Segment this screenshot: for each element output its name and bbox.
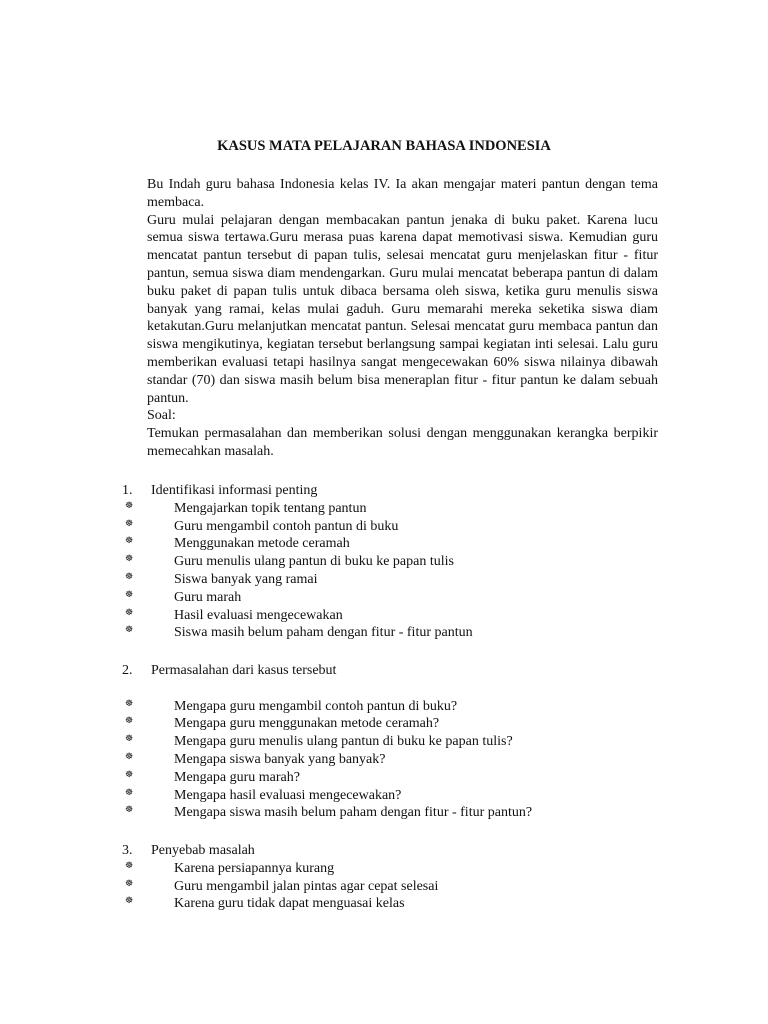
wheel-bullet-icon: ☸ (125, 697, 134, 708)
list-item (122, 878, 662, 896)
list-item-text: Mengajarkan topik tentang pantun (174, 500, 367, 516)
section-heading (122, 662, 662, 680)
wheel-bullet-icon: ☸ (125, 768, 134, 779)
list-item (122, 589, 662, 607)
section-permasalahan (122, 662, 662, 822)
section-identifikasi (122, 482, 662, 642)
list-item-text: Mengapa guru menggunakan metode ceramah? (174, 716, 440, 732)
list-item-text: Guru marah (174, 589, 242, 605)
wheel-bullet-icon: ☸ (125, 877, 134, 888)
list-item (122, 787, 662, 805)
wheel-bullet-icon: ☸ (125, 499, 134, 510)
list-item-text: Mengapa guru marah? (174, 769, 300, 785)
section-heading (122, 842, 662, 860)
paragraph-story: Guru mulai pelajaran dengan membacakan pantun jenaka di buku paket. Karena lucu semua siswa tertawa.Guru merasa puas karena dapat memotivasi siswa. Kemudian guru mencatat pantun tersebut di papan tulis, selesai mencatat guru menjelaskan fitur - fitur pantun, semua siswa diam mendengarkan. Guru mulai mencatat beberapa pantun di dalam buku paket di papan tulis untuk dibaca bersama oleh siswa, ketika guru menulis siswa banyak yang ramai, kelas mulai gaduh. Guru memarahi mereka seketika siswa diam ketakutan.Guru melanjutkan mencatat pantun. Selesai mencatat guru membaca pantun dan siswa mengikutinya, kegiatan tersebut berlangsung sampai kegiatan inti selesai. Lalu guru memberikan evaluasi tetapi hasilnya sangat mengecewakan 60% siswa nilainya dibawah standar (70) dan siswa masih belum bisa meneraplan fitur - fitur pantun ke dalam sebuah pantun. (147, 212, 658, 406)
bullet-list (122, 500, 662, 642)
wheel-bullet-icon: ☸ (125, 786, 134, 797)
bullet-list (122, 860, 662, 913)
list-item (122, 518, 662, 536)
paragraph-question-label: Soal: (147, 408, 176, 424)
list-item (122, 860, 662, 878)
section-title: Identifikasi informasi penting (151, 483, 318, 498)
list-item-text: Siswa masih belum paham dengan fitur - fitur pantun (174, 625, 473, 641)
wheel-bullet-icon: ☸ (125, 624, 134, 635)
wheel-bullet-icon: ☸ (125, 535, 134, 546)
document-title: KASUS MATA PELAJARAN BAHASA INDONESIA (217, 138, 551, 154)
wheel-bullet-icon: ☸ (125, 733, 134, 744)
list-item-text: Hasil evaluasi mengecewakan (174, 607, 343, 623)
list-item (122, 769, 662, 787)
list-item (122, 500, 662, 518)
list-item (122, 804, 662, 822)
list-item (122, 895, 662, 913)
section-title: Penyebab masalah (151, 843, 255, 858)
list-item-text: Karena guru tidak dapat menguasai kelas (174, 896, 405, 912)
list-item (122, 624, 662, 642)
list-item (122, 733, 662, 751)
wheel-bullet-icon: ☸ (125, 859, 134, 870)
section-number: 1. (122, 483, 133, 498)
list-item-text: Mengapa siswa banyak yang banyak? (174, 751, 386, 767)
wheel-bullet-icon: ☸ (125, 895, 134, 906)
list-item (122, 607, 662, 625)
list-item-text: Guru mengambil jalan pintas agar cepat selesai (174, 878, 439, 894)
list-item (122, 698, 662, 716)
wheel-bullet-icon: ☸ (125, 606, 134, 617)
list-item-text: Siswa banyak yang ramai (174, 571, 318, 587)
wheel-bullet-icon: ☸ (125, 553, 134, 564)
list-item-text: Mengapa siswa masih belum paham dengan fitur - fitur pantun? (174, 805, 533, 821)
paragraph-question: Temukan permasalahan dan memberikan solusi dengan menggunakan kerangka berpikir memecahkan masalah. (147, 426, 658, 459)
list-item-text: Menggunakan metode ceramah (174, 536, 350, 552)
list-item (122, 571, 662, 589)
list-item (122, 553, 662, 571)
section-number: 3. (122, 843, 133, 858)
list-item-text: Mengapa guru menulis ulang pantun di buku ke papan tulis? (174, 734, 513, 750)
paragraph-intro: Bu Indah guru bahasa Indonesia kelas IV. Ia akan mengajar materi pantun dengan tema membaca. (147, 177, 658, 210)
list-item (122, 751, 662, 769)
section-heading (122, 482, 662, 500)
list-item-text: Mengapa guru mengambil contoh pantun di buku? (174, 698, 458, 714)
list-item (122, 535, 662, 553)
section-title: Permasalahan dari kasus tersebut (151, 663, 337, 678)
bullet-list (122, 698, 662, 823)
wheel-bullet-icon: ☸ (125, 750, 134, 761)
wheel-bullet-icon: ☸ (125, 570, 134, 581)
list-item-text: Guru mengambil contoh pantun di buku (174, 518, 399, 534)
case-description (147, 176, 658, 461)
section-penyebab (122, 842, 662, 913)
section-number: 2. (122, 663, 133, 678)
wheel-bullet-icon: ☸ (125, 715, 134, 726)
list-item (122, 715, 662, 733)
list-item-text: Karena persiapannya kurang (174, 860, 335, 876)
list-item-text: Mengapa hasil evaluasi mengecewakan? (174, 787, 402, 803)
wheel-bullet-icon: ☸ (125, 804, 134, 815)
wheel-bullet-icon: ☸ (125, 588, 134, 599)
wheel-bullet-icon: ☸ (125, 517, 134, 528)
list-item-text: Guru menulis ulang pantun di buku ke papan tulis (174, 554, 454, 570)
